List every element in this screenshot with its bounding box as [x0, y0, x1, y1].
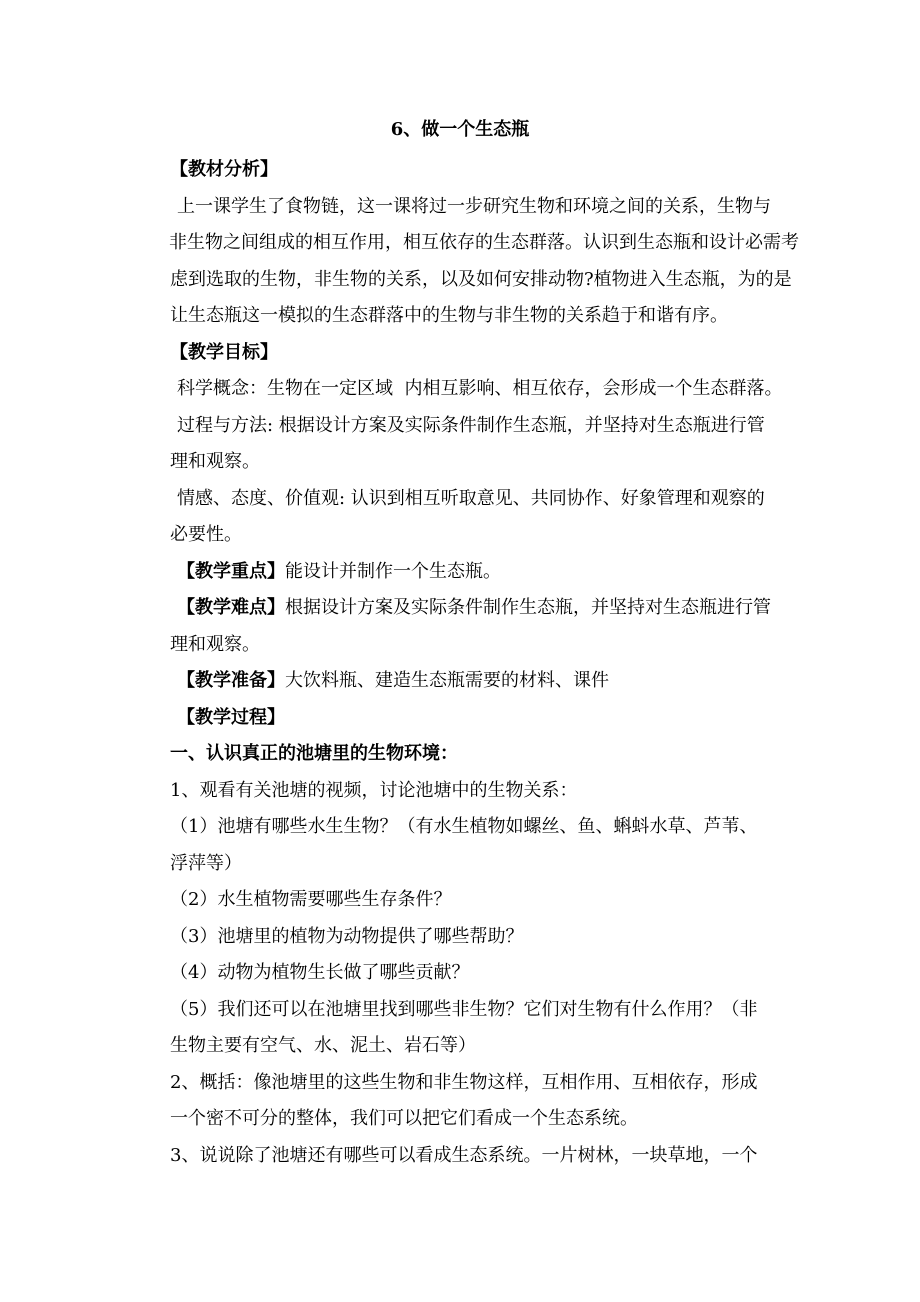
difficulty-line-2: 理和观察。 — [170, 633, 260, 655]
difficulty-text: 根据设计方案及实际条件制作生态瓶，并坚持对生态瓶进行管 — [285, 597, 771, 618]
difficulty-label: 【教学难点】 — [177, 597, 285, 618]
objective-emotion-line-2: 必要性。 — [170, 524, 242, 545]
process-heading: 【教学过程】 — [177, 706, 285, 728]
question-5-line-1: （5）我们还可以在池塘里找到哪些非生物？它们对生物有什么作用？（非 — [170, 998, 758, 1020]
objective-emotion-line-1: 情感、态度、价值观: 认识到相互听取意见、共同协作、好象管理和观察的 — [177, 487, 765, 509]
objective-process-line-2: 理和观察。 — [170, 451, 260, 472]
material-analysis-line-1: 上一课学生了食物链，这一课将过一步研究生物和环境之间的关系，生物与 — [177, 195, 771, 217]
document-body — [169, 152, 799, 1174]
step-3-line-1: 3、说说除了池塘还有哪些可以看成生态系统。一片树林，一块草地，一个 — [170, 1144, 758, 1166]
material-analysis-line-2: 非生物之间组成的相互作用，相互依存的生态群落。认识到生态瓶和设计必需考 — [169, 232, 799, 253]
material-analysis-heading: 【教材分析】 — [170, 159, 278, 180]
material-analysis-line-4: 让生态瓶这一模拟的生态群落中的生物与非生物的关系趋于和谐有序。 — [170, 305, 728, 326]
objective-process-line-1: 过程与方法: 根据设计方案及实际条件制作生态瓶，并坚持对生态瓶进行管 — [177, 414, 765, 436]
question-1-line-2: 浮萍等） — [170, 852, 242, 874]
preparation — [170, 663, 790, 700]
question-4: （4）动物为植物生长做了哪些贡献？ — [170, 962, 470, 983]
key-point-text: 能设计并制作一个生态瓶。 — [285, 560, 501, 582]
question-3: （3）池塘里的植物为动物提供了哪些帮助？ — [170, 925, 524, 947]
question-1-line-1: （1）池塘有哪些水生生物？（有水生植物如螺丝、鱼、蝌蚪水草、芦苇、 — [170, 816, 758, 837]
preparation-text: 大饮料瓶、建造生态瓶需要的材料、课件 — [285, 670, 609, 691]
difficulty — [170, 590, 790, 627]
step-2-line-2: 一个密不可分的整体，我们可以把它们看成一个生态系统。 — [170, 1108, 638, 1129]
key-point-label: 【教学重点】 — [177, 560, 285, 582]
objectives-heading: 【教学目标】 — [170, 341, 278, 363]
preparation-label: 【教学准备】 — [177, 670, 285, 691]
page-title: 6、做一个生态瓶 — [390, 119, 530, 140]
question-2: （2）水生植物需要哪些生存条件？ — [170, 889, 452, 910]
part1-heading: 一、认识真正的池塘里的生物环境： — [170, 743, 458, 764]
step-2-line-1: 2、概括：像池塘里的这些生物和非生物这样，互相作用、互相依存，形成 — [170, 1071, 758, 1093]
objective-concept: 科学概念：生物在一定区域 内相互影响、相互依存，会形成一个生态群落。 — [177, 378, 783, 399]
key-point — [170, 554, 790, 591]
question-5-line-2: 生物主要有空气、水、泥土、岩石等） — [170, 1035, 476, 1056]
material-analysis-line-3: 虑到选取的生物，非生物的关系，以及如何安排动物?植物进入生态瓶，为的是 — [170, 268, 792, 290]
step-1: 1、观看有关池塘的视频，讨论池塘中的生物关系： — [170, 779, 578, 801]
